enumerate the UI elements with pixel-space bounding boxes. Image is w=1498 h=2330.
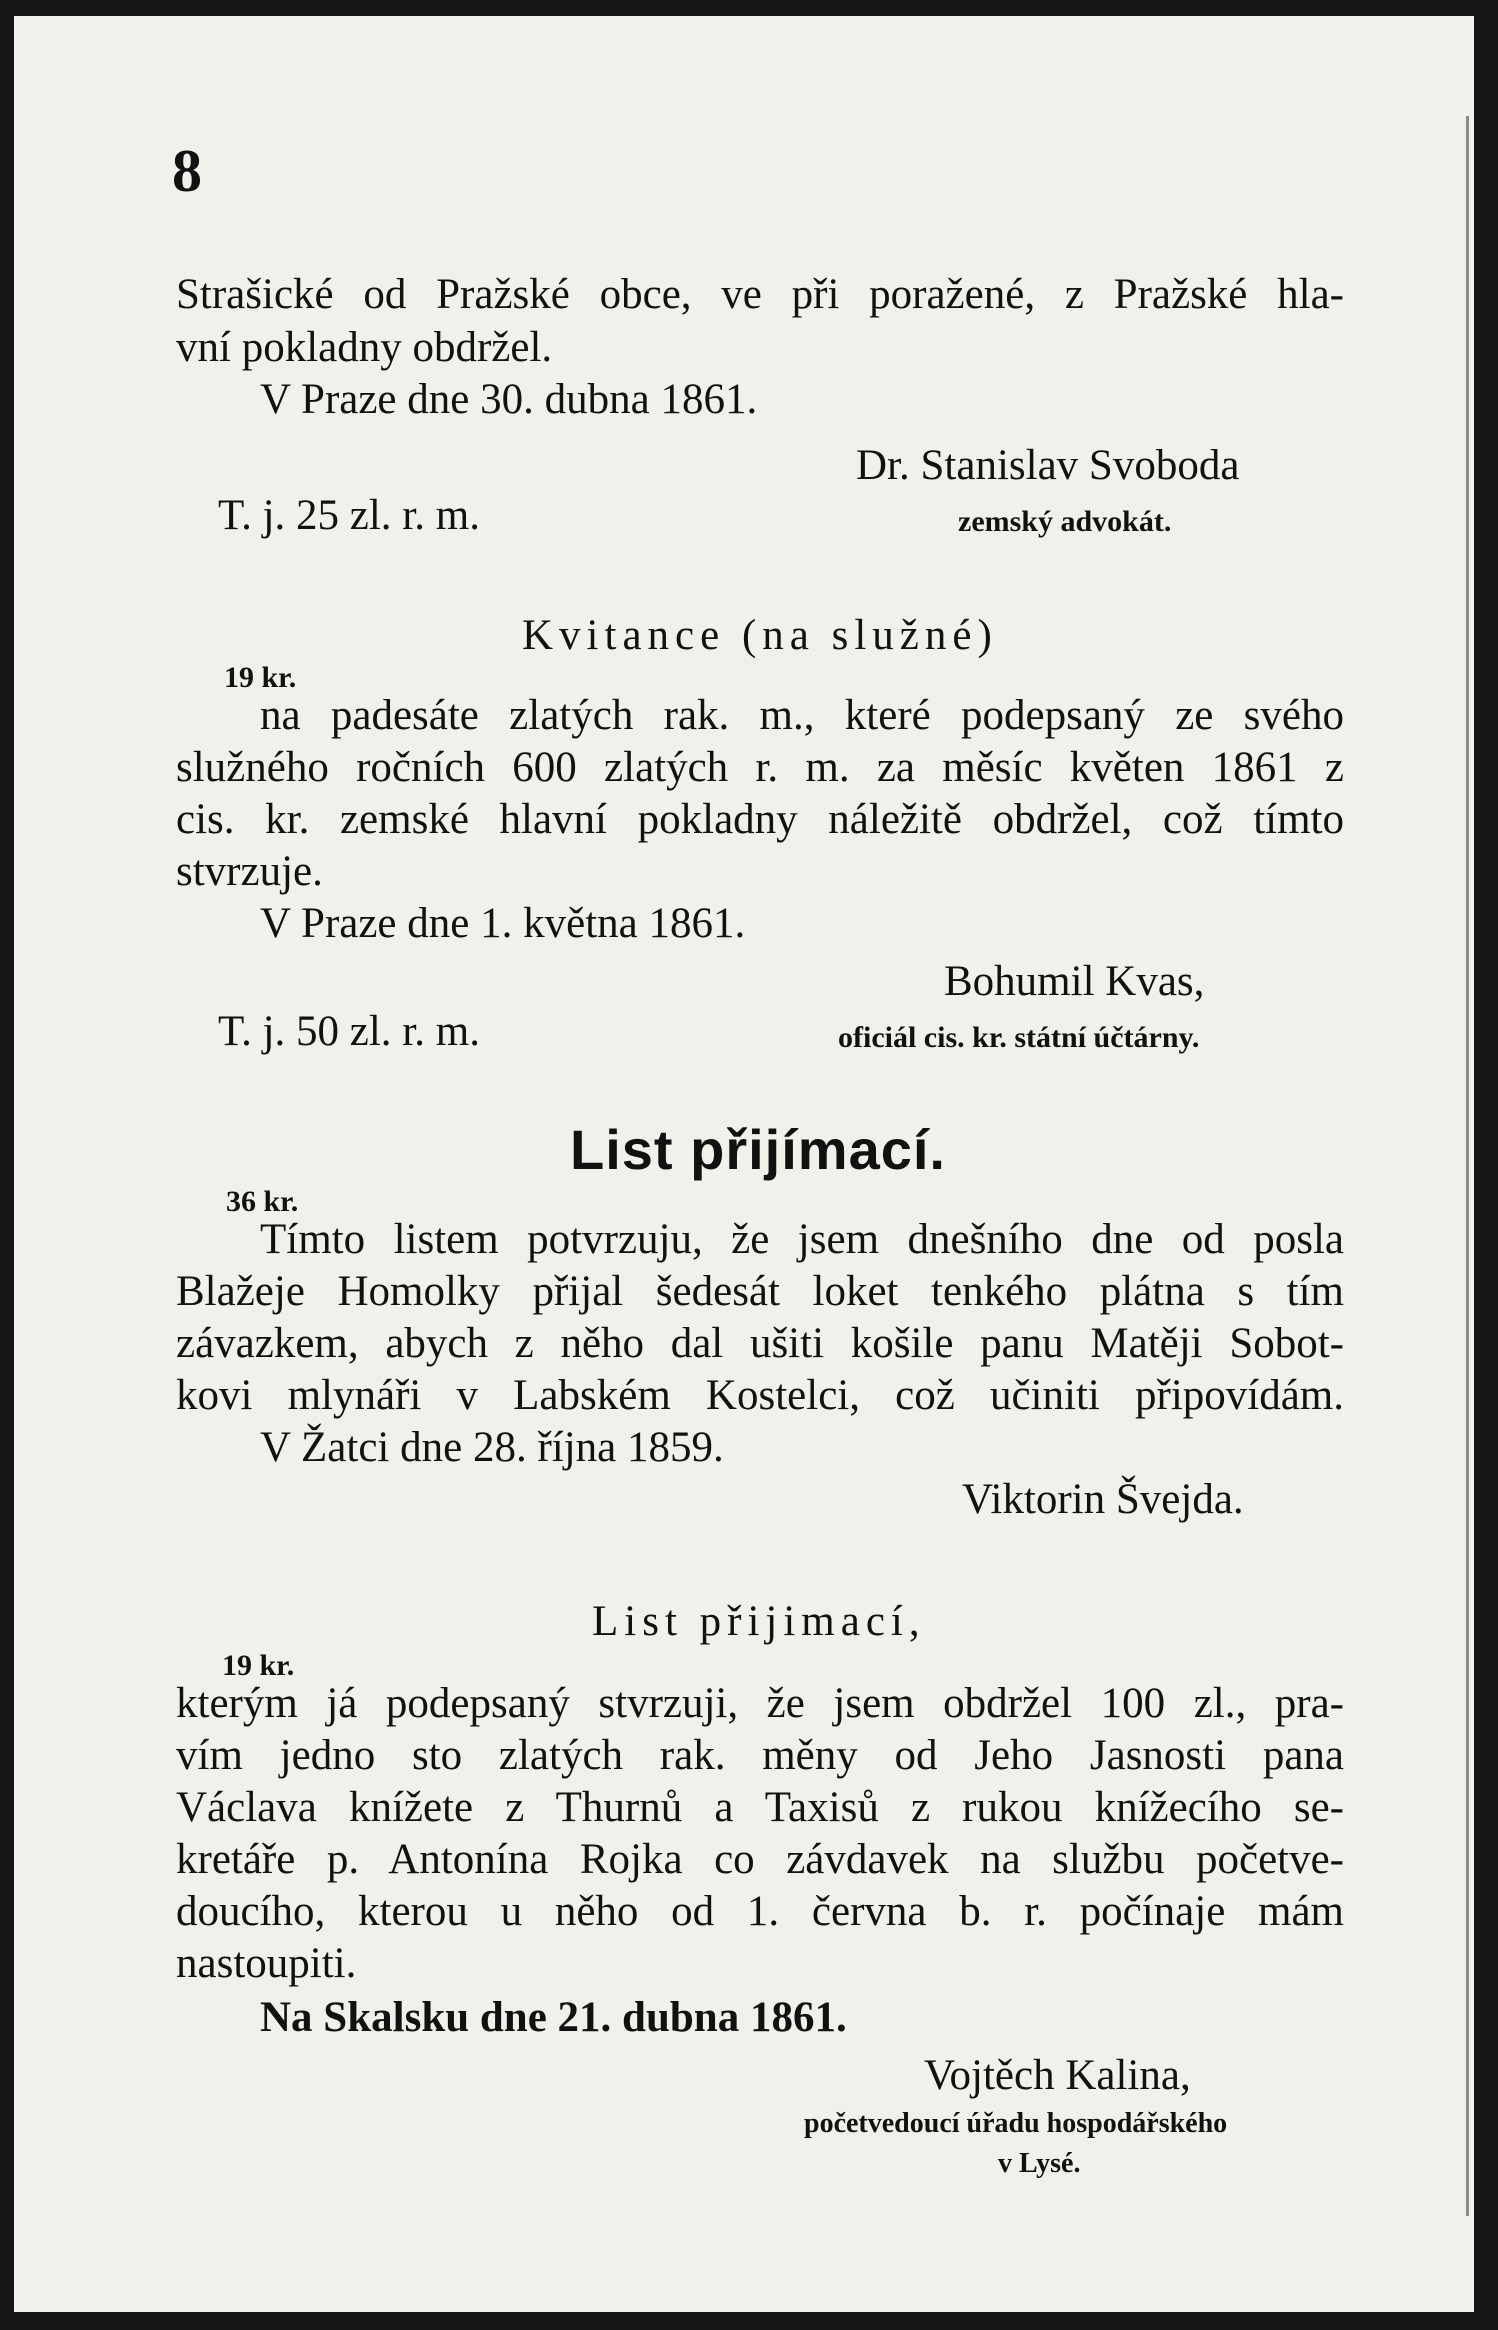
text-line: Tímto listem potvrzuju, že jsem dnešního dne od posla	[260, 1216, 1344, 1263]
signatory-title-line2: v Lysé.	[998, 2148, 1081, 2179]
text-line: kovi mlynáři v Labském Kostelci, což učiniti připovídám.	[176, 1372, 1344, 1419]
margin-rule	[1466, 116, 1469, 2216]
stamp-value: T. j. 25 zl. r. m.	[218, 492, 480, 539]
text-line: nastoupiti.	[176, 1940, 357, 1987]
place-date: V Žatci dne 28. října 1859.	[260, 1424, 724, 1471]
signatory-title: zemský advokát.	[958, 505, 1172, 538]
section-heading: List přijimací,	[592, 1598, 926, 1645]
text-line: služného ročních 600 zlatých r. m. za měsíc květen 1861 z	[176, 744, 1344, 791]
text-line: kretáře p. Antonína Rojka co závdavek na službu početve-	[176, 1836, 1344, 1883]
text-line: Václava knížete z Thurnů a Taxisů z rukou knížecího se-	[176, 1784, 1344, 1831]
document-page	[14, 16, 1474, 2312]
stamp-value: T. j. 50 zl. r. m.	[218, 1008, 480, 1055]
signatory-title: oficiál cis. kr. státní účtárny.	[838, 1021, 1200, 1054]
signature: Vojtěch Kalina,	[924, 2052, 1191, 2099]
text-line: stvrzuje.	[176, 848, 323, 895]
text-line: závazkem, abych z něho dal ušiti košile panu Matěji Sobot-	[176, 1320, 1344, 1367]
place-date: V Praze dne 1. května 1861.	[260, 900, 746, 947]
signature: Bohumil Kvas,	[944, 958, 1205, 1005]
fee-stamp: 19 kr.	[222, 1649, 295, 1682]
text-line: vní pokladny obdržel.	[176, 324, 553, 371]
fee-stamp: 36 kr.	[226, 1185, 299, 1218]
text-line: cis. kr. zemské hlavní pokladny náležitě obdržel, což tímto	[176, 796, 1344, 843]
text-line: Blažeje Homolky přijal šedesát loket tenkého plátna s tím	[176, 1268, 1344, 1315]
place-date: V Praze dne 30. dubna 1861.	[260, 376, 758, 423]
signatory-title: početvedoucí úřadu hospodářského	[804, 2108, 1228, 2139]
text-line: na padesáte zlatých rak. m., které podepsaný ze svého	[260, 692, 1344, 739]
signature: Viktorin Švejda.	[962, 1476, 1244, 1523]
signature: Dr. Stanislav Svoboda	[856, 442, 1240, 489]
text-line: vím jedno sto zlatých rak. měny od Jeho Jasnosti pana	[176, 1732, 1344, 1779]
text-line: kterým já podepsaný stvrzuji, že jsem obdržel 100 zl., pra-	[176, 1680, 1344, 1727]
place-date: Na Skalsku dne 21. dubna 1861.	[260, 1994, 847, 2041]
page-number: 8	[172, 138, 202, 204]
section-heading: List přijímací.	[570, 1118, 946, 1181]
text-line: Strašické od Pražské obce, ve při poražené, z Pražské hla-	[176, 271, 1344, 318]
fee-stamp: 19 kr.	[224, 661, 297, 694]
section-heading: Kvitance (na služné)	[522, 612, 998, 659]
text-line: doucího, kterou u něho od 1. června b. r. počínaje mám	[176, 1888, 1344, 1935]
